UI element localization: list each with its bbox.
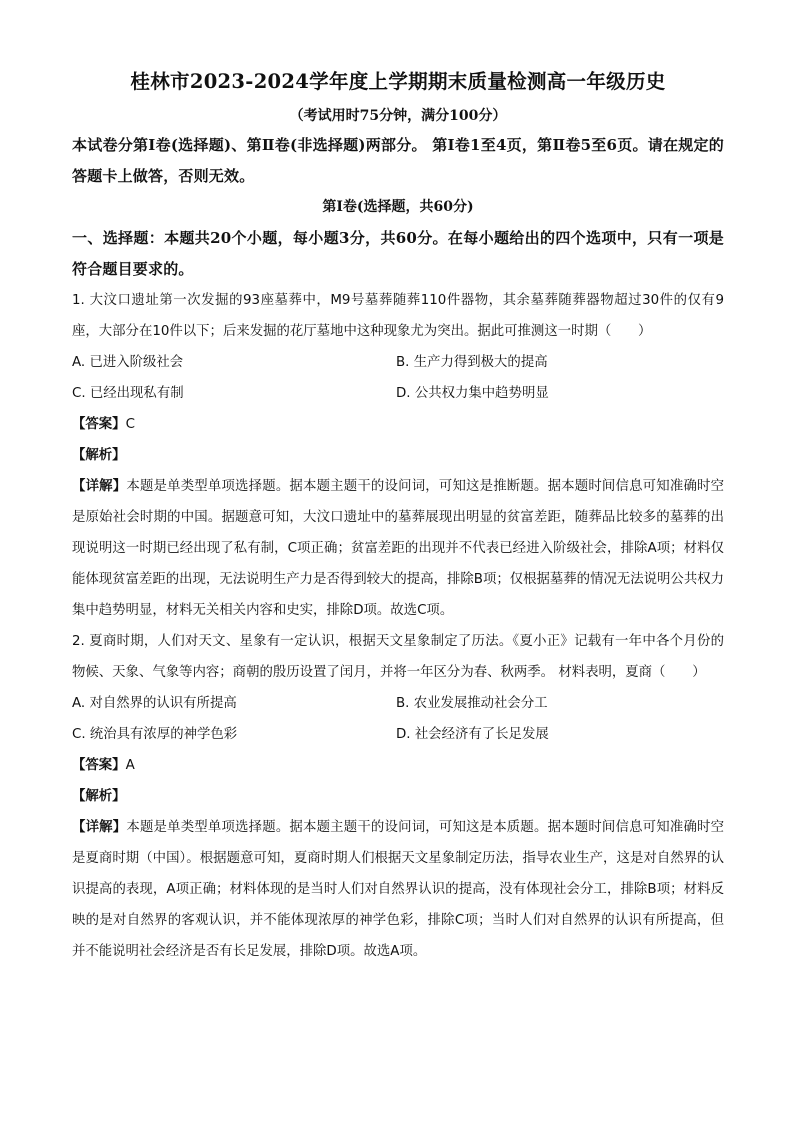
exam-duration-note: （考试用时75分钟，满分100分） [289,108,507,124]
question-2 [72,626,724,967]
answer-value: A [125,758,135,773]
option-list [72,347,724,409]
option-list [72,688,724,750]
answer-label: 【答案】 [72,758,126,773]
analysis-line [72,781,724,812]
answer-value: C [125,417,135,432]
exam-page [72,66,724,967]
option-d: D. 公共权力集中趋势明显 [396,386,549,401]
detail-label: 【详解】 [72,479,127,494]
detail-text: 本题是单类型单项选择题。据本题主题干的设问词，可知这是本质题。据本题时间信息可知准确时空是夏商时期（中国）。根据题意可知，夏商时期人们根据天文星象制定历法，指导农业生产，这是对自然界的认识提高的表现，A项正确；材料体现的是当时人们对自然界认识的提高，没有体现社会分工，排除B项；材料反映的是对自然界的客观认识，并不能体现浓厚的神学色彩，排除C项；当时人们对自然界的认识有所提高，但并不能说明社会经济是否有长足发展，排除D项。故选A项。 [72,820,725,959]
section-heading: 第Ⅰ卷(选择题，共60分) [322,199,474,215]
analysis-label: 【解析】 [72,789,126,804]
question-stem: 2. 夏商时期，人们对天文、星象有一定认识，根据天文星象制定了历法。《夏小正》记载有一年中各个月份的物候、天象、气象等内容；商朝的殷历设置了闰月，并将一年区分为春、秋两季。 材料表明，夏商（ ） [72,634,724,680]
exam-title: 桂林市2023-2024学年度上学期期末质量检测高一年级历史 [130,70,666,93]
answer-line [72,409,724,440]
option-c: C. 已经出现私有制 [72,386,184,401]
option-d: D. 社会经济有了长足发展 [396,727,549,742]
detail-paragraph [72,471,724,626]
option-b: B. 生产力得到极大的提高 [396,355,548,370]
answer-label: 【答案】 [72,417,126,432]
analysis-line [72,440,724,471]
section-instructions: 一、选择题：本题共20个小题，每小题3分，共60分。在每小题给出的四个选项中，只有一项是符合题目要求的。 [72,229,724,278]
detail-text: 本题是单类型单项选择题。据本题主题干的设问词，可知这是推断题。据本题时间信息可知准确时空是原始社会时期的中国。据题意可知，大汶口遗址中的墓葬展现出明显的贫富差距，随葬品比较多的墓葬的出现说明这一时期已经出现了私有制，C项正确；贫富差距的出现并不代表已经进入阶级社会，排除A项；材料仅能体现贫富差距的出现，无法说明生产力是否得到较大的提高，排除B项；仅根据墓葬的情况无法说明公共权力集中趋势明显，材料无关相关内容和史实，排除D项。故选C项。 [72,479,725,618]
option-b: B. 农业发展推动社会分工 [396,696,548,711]
option-a: A. 已进入阶级社会 [72,355,184,370]
detail-paragraph [72,812,724,967]
question-stem: 1. 大汶口遗址第一次发掘的93座墓葬中，M9号墓葬随葬110件器物，其余墓葬随葬器物超过30件的仅有9座，大部分在10件以下；后来发掘的花厅墓地中这种现象尤为突出。据此可推测这一时期（ ） [72,293,724,339]
exam-intro: 本试卷分第Ⅰ卷(选择题)、第Ⅱ卷(非选择题)两部分。 第Ⅰ卷1至4页，第Ⅱ卷5至6页。请在规定的答题卡上做答，否则无效。 [72,136,724,185]
analysis-label: 【解析】 [72,448,126,463]
option-c: C. 统治具有浓厚的神学色彩 [72,727,238,742]
answer-line [72,750,724,781]
option-a: A. 对自然界的认识有所提高 [72,696,237,711]
question-1 [72,285,724,626]
detail-label: 【详解】 [72,820,127,835]
